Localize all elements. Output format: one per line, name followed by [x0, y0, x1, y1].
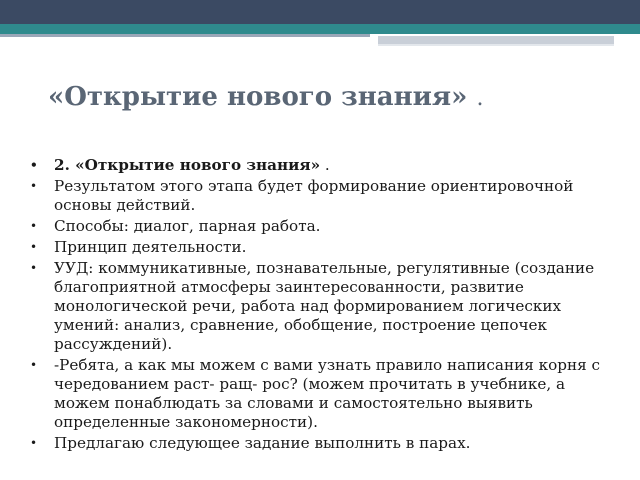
- list-item: [30, 177, 610, 215]
- decorative-stripe-right: [378, 36, 614, 44]
- slide-title-tail: .: [476, 86, 484, 111]
- header-band: [0, 0, 640, 24]
- list-item-text: УУД: коммуникативные, познавательные, регулятивные (создание благоприятной атмосферы заинтересованности, развитие монологической речи, работа над формированием логических умений: анализ, сравнение, обобщение, построение цепочек рассуждений).: [54, 259, 595, 353]
- list-item: [30, 434, 610, 453]
- accent-band: [0, 24, 640, 34]
- bullet-icon: •: [30, 358, 38, 372]
- list-item-text: Способы: диалог, парная работа.: [54, 217, 321, 235]
- decorative-stripe-right-thin: [378, 44, 614, 46]
- list-item: [30, 238, 610, 257]
- bullet-icon: •: [30, 261, 38, 275]
- list-item: [30, 259, 610, 354]
- bullet-icon: •: [30, 436, 38, 450]
- bullet-icon: •: [30, 158, 38, 172]
- list-item-tail: .: [320, 156, 330, 174]
- list-item-text: Принцип деятельности.: [54, 238, 247, 256]
- slide-title: [48, 82, 608, 112]
- list-item: [30, 156, 610, 175]
- list-item-text: -Ребята, а как мы можем с вами узнать правило написания корня с чередованием раст- ращ- рос? (можем прочитать в учебнике, а можем понаблюдать за словами и самостоятельно выявить определенные закономерности).: [54, 356, 601, 431]
- list-item-text: 2. «Открытие нового знания»: [54, 156, 321, 174]
- list-item-text: Результатом этого этапа будет формирование ориентировочной основы действий.: [54, 177, 574, 214]
- slide-title-text: «Открытие нового знания»: [48, 82, 468, 112]
- decorative-stripe-left: [0, 34, 370, 37]
- list-item: [30, 217, 610, 236]
- bullet-icon: •: [30, 219, 38, 233]
- list-item-text: Предлагаю следующее задание выполнить в парах.: [54, 434, 471, 452]
- list-item: [30, 356, 610, 432]
- bullet-list: [30, 156, 610, 455]
- bullet-icon: •: [30, 240, 38, 254]
- bullet-icon: •: [30, 179, 38, 193]
